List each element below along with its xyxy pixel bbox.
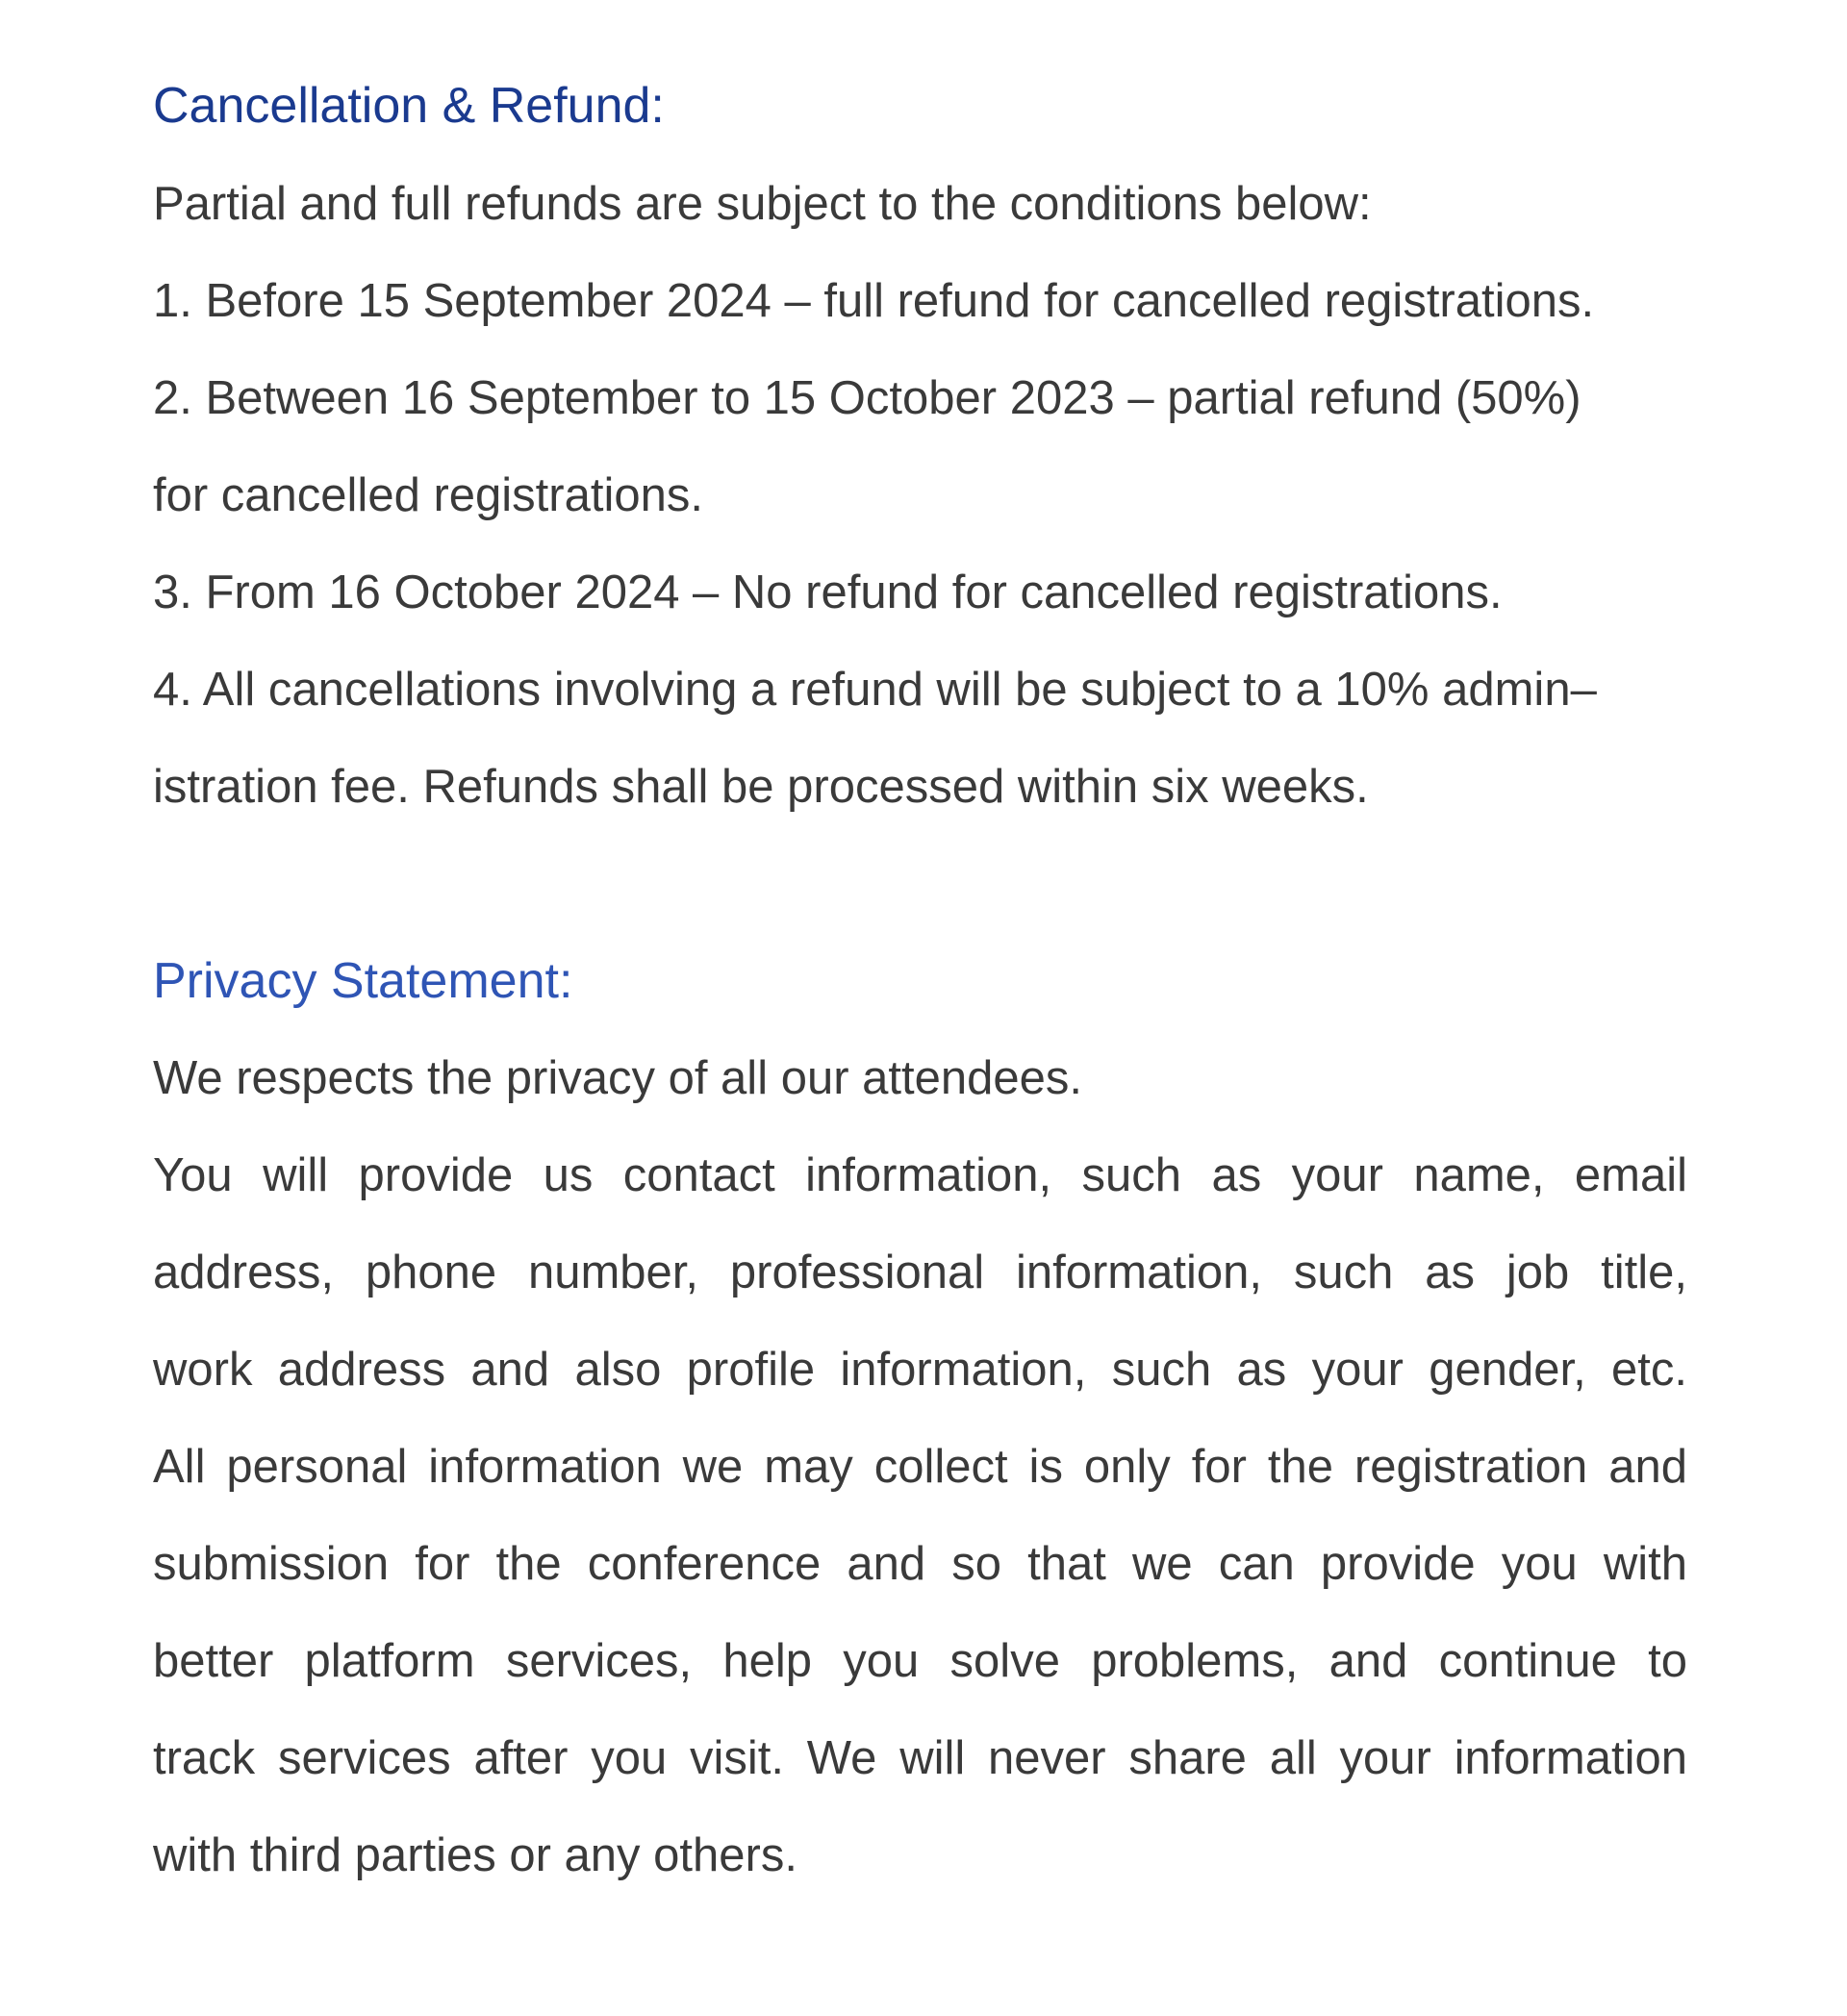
privacy-paragraph-line: submission for the conference and so that we can provide you with <box>153 1538 1687 1590</box>
privacy-paragraph-line: better platform services, help you solve problems, and continue to <box>153 1635 1687 1687</box>
privacy-intro: We respects the privacy of all our attendees. <box>153 1052 1082 1104</box>
cancellation-condition-1: 1. Before 15 September 2024 – full refund for cancelled registrations. <box>153 275 1595 327</box>
privacy-paragraph-line: address, phone number, professional information, such as job title, <box>153 1247 1687 1298</box>
cancellation-condition-4-continued: istration fee. Refunds shall be processed within six weeks. <box>153 761 1369 813</box>
cancellation-heading: Cancellation & Refund: <box>153 78 665 134</box>
privacy-paragraph-line: track services after you visit. We will never share all your information <box>153 1732 1687 1784</box>
cancellation-condition-3: 3. From 16 October 2024 – No refund for cancelled registrations. <box>153 567 1503 618</box>
privacy-paragraph-line: You will provide us contact information, such as your name, email <box>153 1149 1687 1201</box>
privacy-paragraph-line: All personal information we may collect is only for the registration and <box>153 1441 1687 1493</box>
cancellation-condition-4: 4. All cancellations involving a refund will be subject to a 10% admin– <box>153 664 1597 716</box>
cancellation-intro: Partial and full refunds are subject to the conditions below: <box>153 178 1372 230</box>
privacy-heading: Privacy Statement: <box>153 953 573 1009</box>
privacy-paragraph-line: with third parties or any others. <box>153 1829 797 1881</box>
cancellation-condition-2: 2. Between 16 September to 15 October 2023 – partial refund (50%) <box>153 372 1581 424</box>
cancellation-condition-2-continued: for cancelled registrations. <box>153 469 703 521</box>
privacy-paragraph-line: work address and also profile information, such as your gender, etc. <box>153 1344 1687 1396</box>
